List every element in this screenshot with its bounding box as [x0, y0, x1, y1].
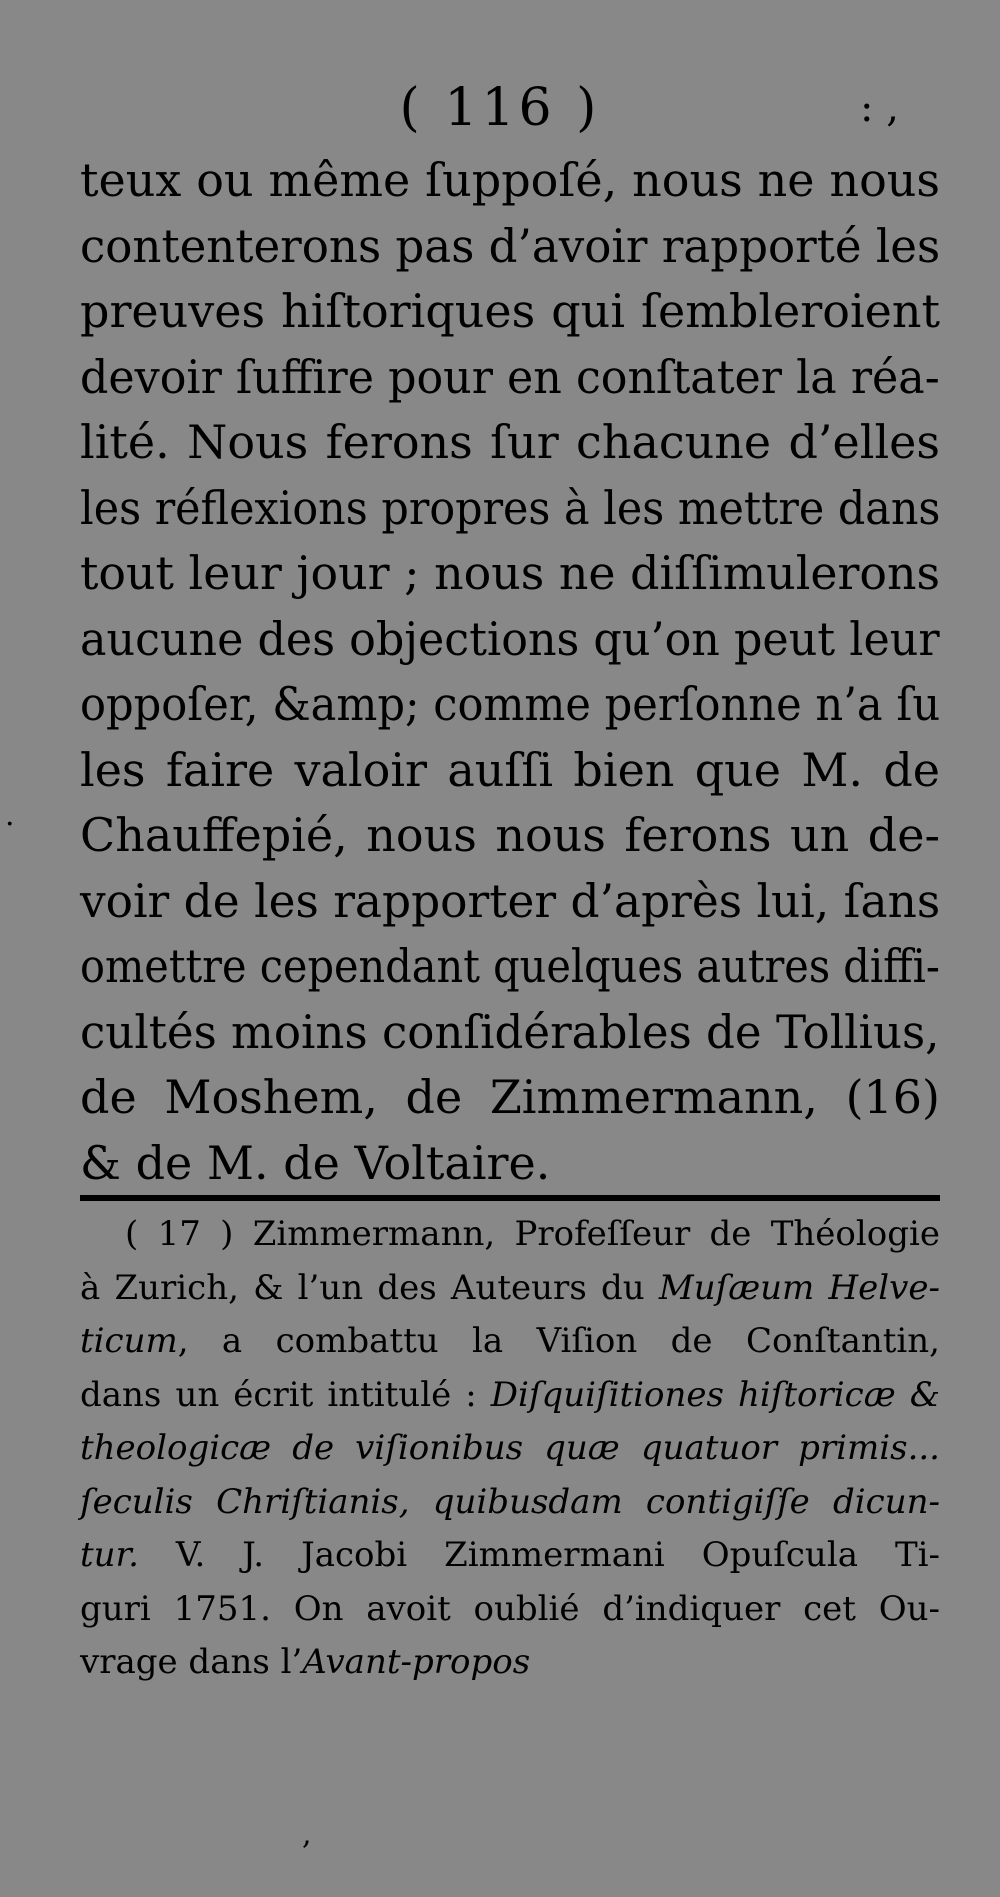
- stray-mark: ,: [302, 1817, 312, 1852]
- text-line: lité. Nous ferons ſur chacune d’elles: [80, 415, 940, 469]
- text-line: omettre cependant quelques autres diffi-: [80, 939, 940, 993]
- footnote-line: [80, 1208, 940, 1262]
- footnote-line: [80, 1262, 940, 1316]
- text-line: devoir ſuffire pour en conſtater la réa-: [80, 349, 940, 404]
- footnote-text: vrage dans l’: [80, 1642, 303, 1682]
- text-line: & de M. de Voltaire.: [80, 1135, 551, 1190]
- footnote-line: [80, 1636, 940, 1690]
- text-line: preuves hiſtoriques qui ſembleroient: [80, 284, 940, 338]
- footnote-text: V. J. Jacobi Zimmermani Opuſcula Ti-: [138, 1535, 940, 1575]
- footnote-text: à Zurich, & l’un des Auteurs du: [80, 1267, 659, 1308]
- text-line: voir de les rapporter d’après lui, ſans: [80, 873, 941, 928]
- footnote-line: [80, 1315, 940, 1369]
- footnote-text: dans un écrit intitulé :: [80, 1374, 491, 1415]
- page-number: ( 116 ): [399, 78, 601, 138]
- footnote-italic: Avant-propos: [302, 1642, 531, 1682]
- text-line: Chauffepié, nous nous ferons un de-: [80, 808, 940, 862]
- footnote-italic: ſeculis Chriſtianis, quibusdam contigiſſe dicun-: [80, 1481, 940, 1522]
- footnote-text: , a combattu la Viſion de Conſtantin,: [177, 1321, 940, 1361]
- footnote: [80, 1208, 940, 1690]
- footnote-line: [80, 1422, 940, 1476]
- text-line: cultés moins conſidérables de Tollius,: [80, 1004, 940, 1059]
- footnote-line: [80, 1583, 940, 1637]
- margin-marks: : ,: [860, 85, 899, 131]
- body-text: [80, 148, 940, 1196]
- text-line: oppoſer, &amp; comme perſonne n’a ſu: [80, 677, 941, 731]
- text-line: teux ou même ſuppoſé, nous ne nous: [80, 153, 940, 207]
- footnote-italic: Muſæum Helve-: [658, 1267, 940, 1308]
- text-line: tout leur jour ; nous ne diſſimulerons: [80, 546, 941, 600]
- footnote-rule: [80, 1195, 940, 1201]
- footnote-italic: theologicæ de viſionibus quæ quatuor primis...: [80, 1428, 940, 1468]
- footnote-line: [80, 1529, 940, 1583]
- footnote-text: ( 17 ) Zimmermann, Profeſſeur de Théologie: [125, 1214, 940, 1254]
- text-line: contenterons pas d’avoir rapporté les: [80, 218, 941, 273]
- text-line: de Moshem, de Zimmermann, (16): [80, 1070, 940, 1124]
- footnote-line: [80, 1369, 940, 1423]
- stray-mark: ·: [5, 807, 15, 842]
- footnote-text: guri 1751. On avoit oublié d’indiquer cet Ou-: [80, 1588, 940, 1629]
- footnote-line: [80, 1476, 940, 1530]
- text-line: aucune des objections qu’on peut leur: [80, 611, 940, 666]
- text-line: les faire valoir auſſi bien que M. de: [80, 742, 940, 797]
- text-line: les réflexions propres à les mettre dans: [80, 480, 941, 535]
- footnote-italic: tur.: [80, 1535, 139, 1575]
- footnote-italic: Diſquiſitiones hiſtoricæ &: [490, 1374, 940, 1415]
- footnote-italic: ticum: [80, 1321, 178, 1361]
